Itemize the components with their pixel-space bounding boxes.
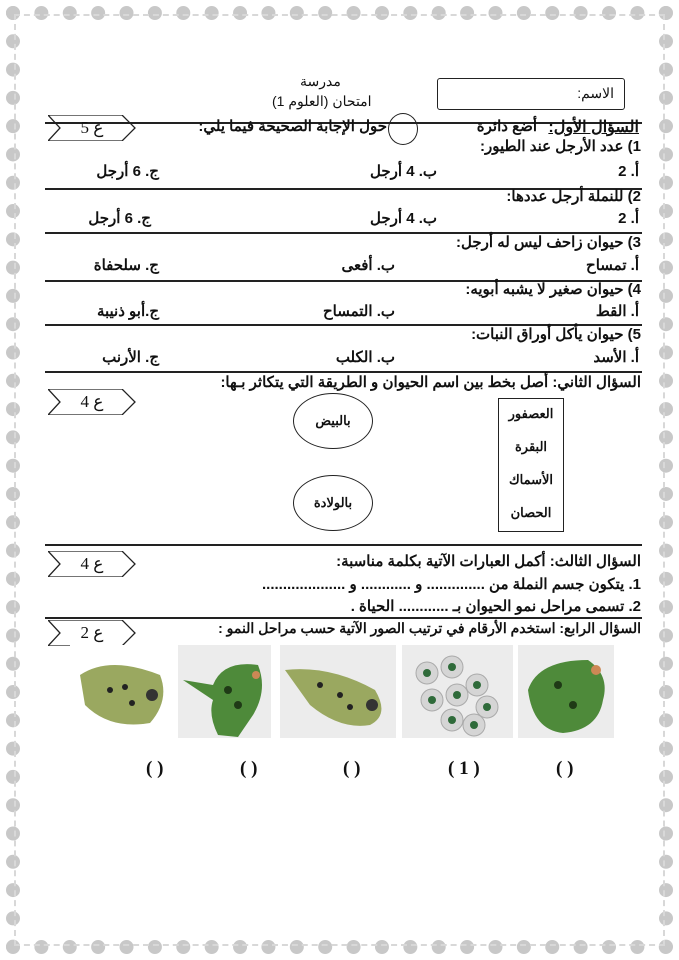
name-label: الاسم: (577, 85, 614, 101)
marks-text: 2 ع (80, 623, 104, 642)
exam-title: امتحان (العلوم 1) (272, 93, 372, 109)
animal-item[interactable]: الأسماك (508, 472, 554, 487)
question-5: 5) حيوان يأكل أوراق النبات: (471, 326, 641, 343)
q1-title: السؤال الأول: (548, 119, 639, 136)
q3-opt-c[interactable]: ج. سلحفاة (93, 257, 159, 274)
q4-title: السؤال الرابع: استخدم الأرقام في ترتيب الصور الآتية حسب مراحل النمو : (218, 620, 641, 636)
frog-eggs-image (402, 645, 513, 738)
name-field[interactable] (437, 78, 625, 110)
method-eggs[interactable]: بالبيض (293, 393, 373, 449)
q2-title: السؤال الثاني: أصل بخط بين اسم الحيوان و الطريقة التي يتكاثر بـها: (220, 374, 641, 391)
order-answer-2[interactable]: ( ) (240, 758, 258, 779)
marks-text: 5 ع (80, 118, 104, 137)
marks-badge-q2 (48, 389, 136, 415)
q3-title: السؤال الثالث: أكمل العبارات الآتية بكلمة مناسبة: (336, 553, 641, 570)
order-answer-5[interactable]: ( ) (556, 758, 574, 779)
q1-opt-a[interactable]: أ. 2 (618, 163, 639, 180)
q1-opt-c[interactable]: ج. 6 أرجل (96, 163, 159, 180)
froglet-image (178, 645, 271, 738)
q5-opt-b[interactable]: ب. الكلب (335, 349, 395, 366)
q2-opt-a[interactable]: أ. 2 (618, 210, 639, 227)
method-birth[interactable]: بالولادة (293, 475, 373, 531)
animals-list (498, 398, 564, 532)
q1-instruction-a: أضع دائرة (476, 118, 537, 135)
q4-opt-a[interactable]: أ. القط (595, 303, 639, 320)
q4-opt-c[interactable]: ج.أبو ذنيبة (96, 303, 159, 320)
fill-blank-1[interactable]: 1. يتكون جسم النملة من .............. و ............ و .................... (262, 576, 641, 593)
q3-opt-b[interactable]: ب. أفعى (341, 257, 395, 274)
circle-shape (388, 113, 418, 145)
fill-blank-2[interactable]: 2. تسمى مراحل نمو الحيوان بـ ............ الحياة . (350, 598, 641, 615)
order-answer-3[interactable]: ( ) (343, 758, 361, 779)
divider (45, 544, 642, 546)
question-4: 4) حيوان صغير لا يشبه أبويه: (465, 281, 641, 298)
question-2: 2) للنملة أرجل عددها: (506, 188, 641, 205)
q5-opt-a[interactable]: أ. الأسد (593, 349, 639, 366)
adult-frog-image (518, 645, 614, 738)
q5-opt-c[interactable]: ج. الأرنب (102, 349, 159, 366)
marks-text: 4 ع (80, 554, 104, 573)
marks-badge-q1 (48, 115, 136, 141)
q3-opt-a[interactable]: أ. تمساح (586, 257, 639, 274)
marks-badge-q4 (48, 620, 136, 646)
tadpole-image (280, 645, 396, 738)
marks-badge-q3 (48, 551, 136, 577)
order-answer-1[interactable]: ( ) (146, 758, 164, 779)
marks-text: 4 ع (80, 392, 104, 411)
school-label: مدرسة (300, 73, 341, 89)
tadpole-with-legs-image (70, 645, 172, 738)
q1-opt-b[interactable]: ب. 4 أرجل (369, 163, 437, 180)
animal-item[interactable]: البقرة (514, 439, 548, 454)
question-3: 3) حيوان زاحف ليس له أرجل: (456, 234, 641, 251)
q2-opt-b[interactable]: ب. 4 أرجل (369, 210, 437, 227)
q4-opt-b[interactable]: ب. التمساح (322, 303, 395, 320)
animal-item[interactable]: العصفور (508, 406, 554, 421)
question-1: 1) عدد الأرجل عند الطيور: (479, 138, 641, 155)
divider (45, 617, 642, 619)
order-answer-4[interactable]: ( 1 ) (448, 758, 480, 779)
animal-item[interactable]: الحصان (510, 505, 552, 520)
q1-instruction-b: حول الإجابة الصحيحة فيما يلي: (198, 118, 387, 135)
q2-opt-c[interactable]: ج. 6 أرجل (88, 210, 151, 227)
